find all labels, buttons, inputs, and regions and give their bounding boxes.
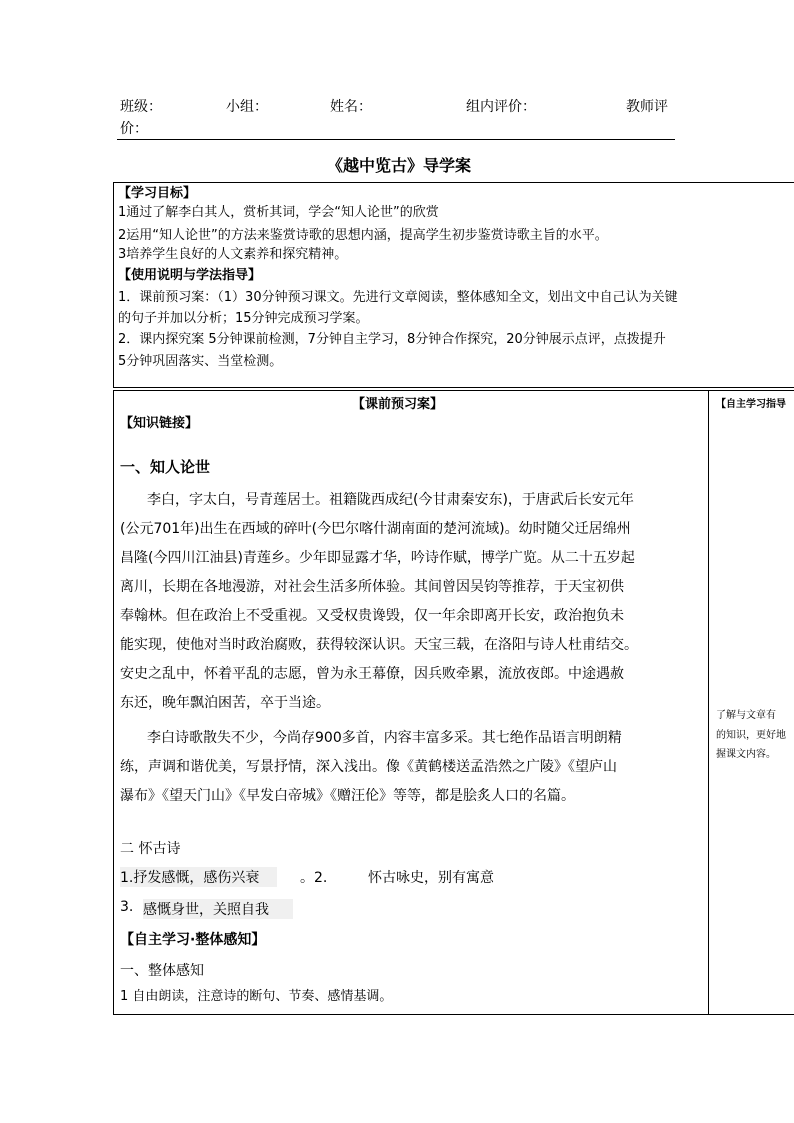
- poem-type-3-num: 3.: [120, 899, 134, 915]
- bio-paragraph: [120, 486, 710, 811]
- instruction-line-4: 5分钟巩固落实、当堂检测。: [118, 354, 283, 369]
- group-eval-label: 组内评价：: [466, 99, 536, 115]
- bio-line: (公元701年)出生在西域的碎叶(今巴尔喀什湖南面的楚河流域)。幼时随父迁居绵州: [120, 521, 631, 537]
- goal-item-3: 3培养学生良好的人文素养和探究精神。: [118, 247, 348, 262]
- page-title: 《越中览古》导学案: [327, 156, 472, 175]
- side-column-divider: [708, 390, 709, 1015]
- poem-type-1b: 。2.: [300, 870, 328, 886]
- goal-item-2: 2运用“知人论世”的方法来鉴赏诗歌的思想内涵，提高学生初步鉴赏诗歌主旨的水平。: [118, 228, 608, 243]
- bio-line: 安史之乱中，怀着平乱的志愿，曾为永王幕僚，因兵败牵累，流放夜郎。中途遇赦: [120, 666, 624, 682]
- bio-line: 能实现，使他对当时政治腐败，获得较深认识。天宝三载，在洛阳与诗人杜甫结交。: [120, 637, 638, 653]
- section1-title: 一、知人论世: [120, 458, 211, 476]
- group-label: 小组：: [226, 99, 268, 115]
- instruction-line-1: 1．课前预习案：（1）30分钟预习课文。先进行文章阅读，整体感知全文，划出文中自己认为关键: [118, 290, 678, 305]
- instruction-line-3: 2．课内探究案 5分钟课前检测，7分钟自主学习，8分钟合作探究，20分钟展示点评，点拨提升: [118, 332, 666, 347]
- goal-item-1: 1通过了解李白其人，赏析其词，学会“知人论世”的欣赏: [118, 205, 439, 220]
- works-line: 练，声调和谐优美，写景抒情，深入浅出。像《黄鹤楼送孟浩然之广陵》《望庐山: [120, 759, 617, 775]
- bio-line: 奉翰林。但在政治上不受重视。又受权贵谗毁，仅一年余即离开长安，政治抱负未: [120, 608, 624, 624]
- poem-type-2: 怀古咏史，别有寓意: [368, 870, 494, 886]
- preview-heading: 【课前预习案】: [352, 397, 444, 412]
- bio-line: 李白，字太白，号青莲居士。祖籍陇西成纪(今甘肃秦安东)，于唐武后长安元年: [147, 492, 634, 508]
- knowledge-link-heading: 【知识链接】: [120, 416, 199, 431]
- teacher-eval-label-cont: 价：: [120, 121, 148, 137]
- section2-title: 二 怀古诗: [120, 841, 181, 857]
- header-underline: [117, 139, 675, 140]
- class-label: 班级：: [120, 99, 162, 115]
- overall-title: 一、整体感知: [120, 963, 204, 979]
- instruction-line-2: 的句子并加以分析；15分钟完成预习学案。: [118, 311, 369, 326]
- side-note-line: 了解与文章有: [716, 710, 776, 721]
- bio-line: 昌隆(今四川江油县)青莲乡。少年即显露才华，吟诗作赋，博学广览。从二十五岁起: [120, 550, 635, 566]
- teacher-eval-label: 教师评: [626, 99, 668, 115]
- preview-box: [113, 390, 794, 1015]
- self-study-heading: 【自主学习·整体感知】: [120, 932, 266, 948]
- overall-item-1: 1 自由朗读，注意诗的断句、节奏、感情基调。: [120, 989, 393, 1004]
- name-label: 姓名：: [330, 99, 372, 115]
- bio-line: 离川，长期在各地漫游，对社会生活多所体验。其间曾因吴钧等推荐，于天宝初供: [120, 579, 624, 595]
- works-line: 瀑布》《望天门山》《早发白帝城》《赠汪伦》等等，都是脍炙人口的名篇。: [120, 788, 575, 804]
- goals-heading: 【学习目标】: [118, 186, 197, 201]
- poem-type-1: 1.抒发感慨，感伤兴衰: [120, 867, 277, 887]
- poem-type-3: 感慨身世，关照自我: [143, 899, 293, 919]
- side-heading: 【自主学习指导: [716, 399, 786, 410]
- instructions-heading: 【使用说明与学法指导】: [118, 268, 262, 283]
- bio-line: 东还，晚年飘泊困苦，卒于当途。: [120, 695, 330, 711]
- works-line: 李白诗歌散失不少，今尚存900多首，内容丰富多采。其七绝作品语言明朗精: [147, 730, 622, 746]
- side-note-line: 的知识，更好地: [716, 730, 786, 741]
- side-note-line: 握课文内容。: [716, 749, 776, 760]
